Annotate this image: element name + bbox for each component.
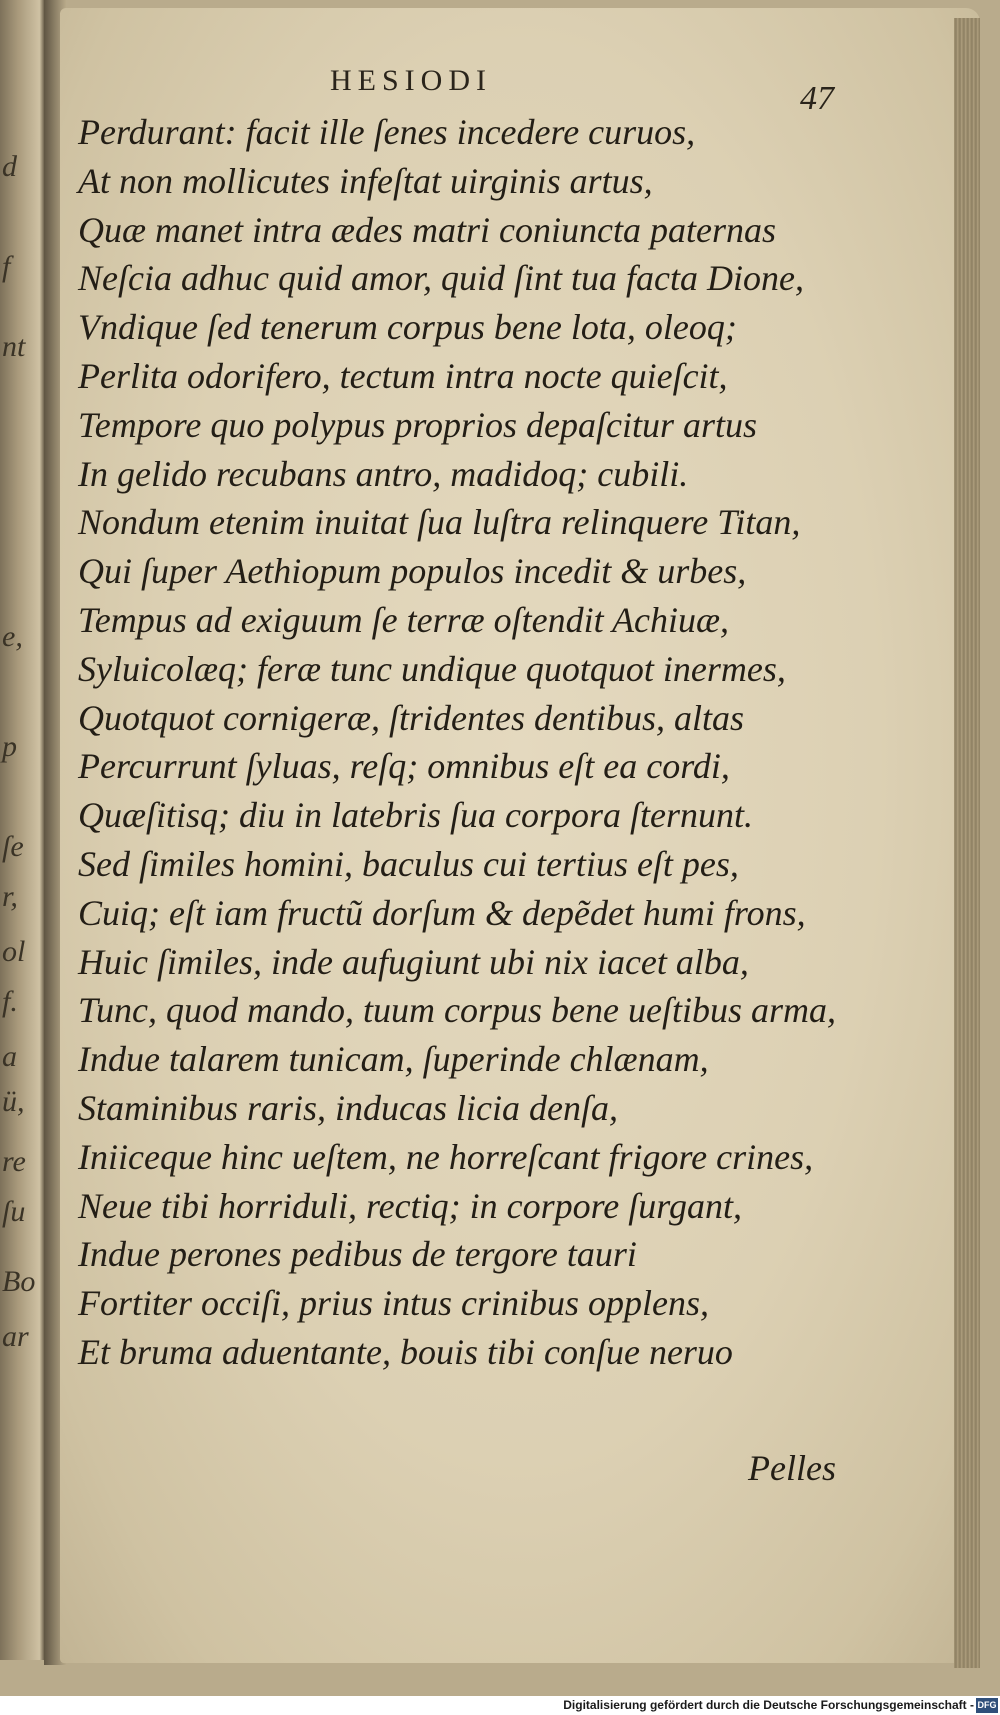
verse-line: Et bruma aduentante, bouis tibi conſue neruo <box>78 1331 733 1372</box>
verse-line: Qui ſuper Aethiopum populos incedit & urbes, <box>78 551 747 592</box>
verse-line: Staminibus raris, inducas licia denſa, <box>78 1087 618 1128</box>
verse-line: Iniiceque hinc ueſtem, ne horreſcant frigore crines, <box>78 1136 814 1177</box>
verse-line: Sed ſimiles homini, baculus cui tertius eſt pes, <box>78 843 739 884</box>
verse-line: Indue perones pedibus de tergore tauri <box>78 1234 637 1275</box>
verse-line: Neſcia adhuc quid amor, quid ſint tua facta Dione, <box>78 258 804 299</box>
facing-page-fragment: f <box>2 250 11 283</box>
verse-line: Nondum etenim inuitat ſua luſtra relinquere Titan, <box>78 502 801 543</box>
facing-page-fragment: f. <box>2 985 18 1018</box>
page-number: 47 <box>800 80 834 117</box>
verse-line: Quæſitisq; diu in latebris ſua corpora ſternunt. <box>78 795 754 836</box>
verse-line: Quotquot cornigeræ, ſtridentes dentibus, altas <box>78 697 744 738</box>
verse-line: Fortiter occiſi, prius intus crinibus opplens, <box>78 1283 709 1324</box>
verse-line: Indue talarem tunicam, ſuperinde chlænam, <box>78 1039 709 1080</box>
facing-page-fragment: nt <box>2 330 26 363</box>
dfg-logo: DFG <box>976 1698 998 1713</box>
verse-line: Neue tibi horriduli, rectiq; in corpore ſurgant, <box>78 1185 742 1226</box>
facing-page-fragment: ſe <box>2 830 24 863</box>
facing-page-fragment: re <box>2 1145 26 1178</box>
verse-line: Tempore quo polypus proprios depaſcitur artus <box>78 404 758 445</box>
page-fore-edge <box>954 18 980 1668</box>
verse-line: At non mollicutes infeſtat uirginis artus, <box>78 160 653 201</box>
facing-page-fragment: p <box>2 730 17 763</box>
facing-page-fragment: r, <box>2 880 18 913</box>
verse-line: In gelido recubans antro, madidoq; cubili. <box>78 453 689 494</box>
facing-page-edge <box>0 0 44 1660</box>
running-head: HESIODI <box>330 64 492 97</box>
facing-page-fragment: a <box>2 1040 17 1073</box>
facing-page-fragment: ar <box>2 1320 29 1353</box>
verse-line: Cuiq; eſt iam fructũ dorſum & depẽdet humi frons, <box>78 892 806 933</box>
verse-line: Vndique ſed tenerum corpus bene lota, oleoq; <box>78 307 737 348</box>
facing-page-fragment: Bo <box>2 1265 36 1298</box>
verse-text-block <box>78 108 878 1377</box>
verse-line: Percurrunt ſyluas, reſq; omnibus eſt ea cordi, <box>78 746 730 787</box>
facing-page-fragment: d <box>2 150 17 183</box>
facing-page-fragment: ol <box>2 935 26 968</box>
verse-line: Perdurant: facit ille ſenes incedere curuos, <box>78 112 696 152</box>
verse-line: Tempus ad exiguum ſe terræ oſtendit Achiuæ, <box>78 599 729 640</box>
funding-credit: Digitalisierung gefördert durch die Deutsche Forschungsgemeinschaft - <box>563 1698 974 1712</box>
footer-bar <box>0 1696 1000 1715</box>
facing-page-fragment: e, <box>2 620 23 653</box>
facing-page-fragment: ſu <box>2 1195 26 1228</box>
verse-line: Huic ſimiles, inde aufugiunt ubi nix iacet alba, <box>78 941 749 982</box>
verse-line: Quæ manet intra ædes matri coniuncta paternas <box>78 209 776 250</box>
verse-line: Syluicolæq; feræ tunc undique quotquot inermes, <box>78 648 786 689</box>
verse-line: Tunc, quod mando, tuum corpus bene ueſtibus arma, <box>78 990 836 1031</box>
verse-line: Perlita odorifero, tectum intra nocte quieſcit, <box>78 355 728 396</box>
catchword: Pelles <box>748 1448 836 1488</box>
facing-page-fragment: ü, <box>2 1085 25 1118</box>
